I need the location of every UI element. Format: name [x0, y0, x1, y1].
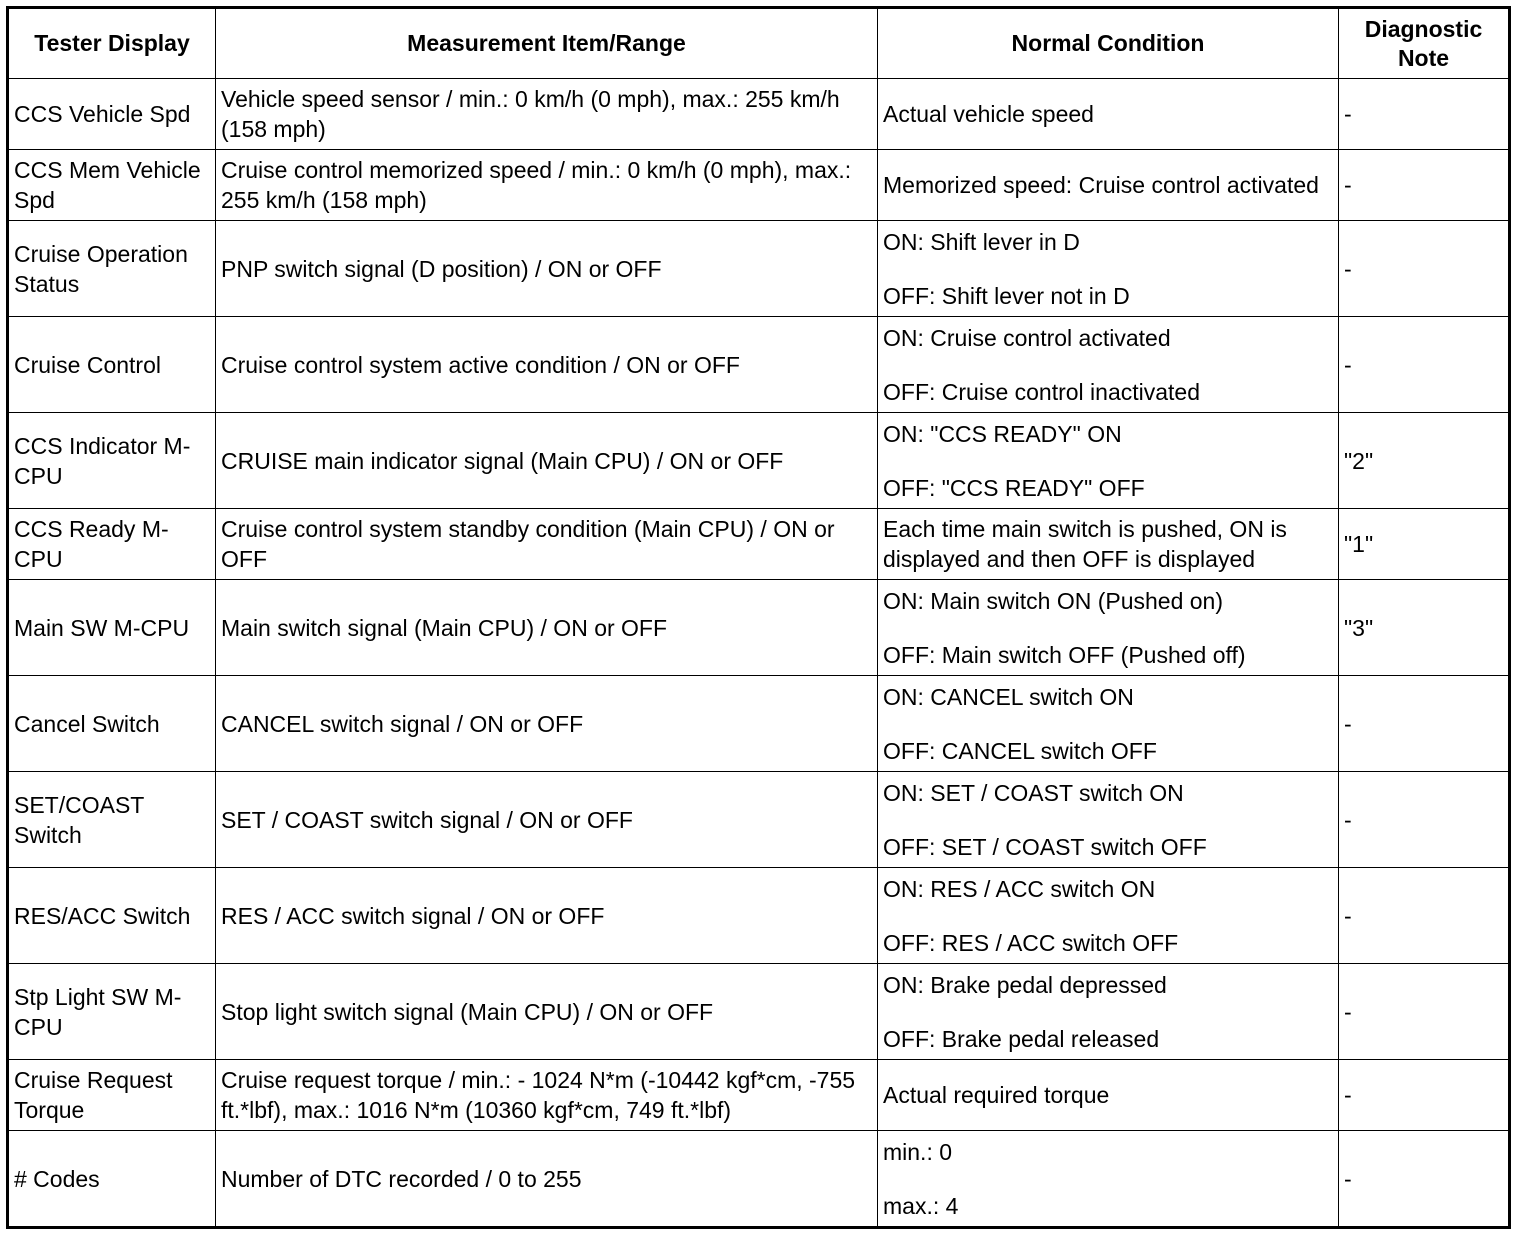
cell-normal-condition [878, 1131, 1339, 1228]
cell-tester-display: CCS Indicator M-CPU [8, 413, 216, 509]
line-gap [883, 257, 1333, 281]
cell-tester-display: Cruise Operation Status [8, 221, 216, 317]
cell-tester-display: Cancel Switch [8, 676, 216, 772]
cell-measurement: Cruise control memorized speed / min.: 0 km/h (0 mph), max.: 255 km/h (158 mph) [216, 150, 878, 221]
line-gap [883, 712, 1333, 736]
normal-condition-line: Memorized speed: Cruise control activated [883, 172, 1319, 198]
cell-diagnostic-note: - [1339, 221, 1510, 317]
table-row [8, 772, 1510, 868]
line-gap [883, 904, 1333, 928]
normal-condition-line: OFF: SET / COAST switch OFF [883, 833, 1207, 860]
cell-normal-condition [878, 964, 1339, 1060]
header-row [8, 8, 1510, 79]
cell-diagnostic-note: - [1339, 150, 1510, 221]
line-gap [883, 808, 1333, 832]
cell-measurement: Stop light switch signal (Main CPU) / ON or OFF [216, 964, 878, 1060]
table-row [8, 317, 1510, 413]
cell-normal-condition [878, 676, 1339, 772]
normal-condition-line: OFF: "CCS READY" OFF [883, 474, 1145, 501]
table-row [8, 868, 1510, 964]
normal-condition-line: ON: CANCEL switch ON [883, 683, 1134, 710]
cell-tester-display: Cruise Request Torque [8, 1060, 216, 1131]
normal-condition-line: ON: "CCS READY" ON [883, 420, 1122, 447]
normal-condition-line: ON: Main switch ON (Pushed on) [883, 587, 1224, 614]
normal-condition-line: OFF: CANCEL switch OFF [883, 737, 1157, 764]
cell-measurement: Vehicle speed sensor / min.: 0 km/h (0 mph), max.: 255 km/h (158 mph) [216, 79, 878, 150]
cell-diagnostic-note: - [1339, 1131, 1510, 1228]
table-row [8, 1060, 1510, 1131]
cell-tester-display: Main SW M-CPU [8, 580, 216, 676]
cell-diagnostic-note: - [1339, 868, 1510, 964]
table-row [8, 413, 1510, 509]
cell-measurement: CANCEL switch signal / ON or OFF [216, 676, 878, 772]
table-body [8, 79, 1510, 1228]
cell-measurement: RES / ACC switch signal / ON or OFF [216, 868, 878, 964]
cell-normal-condition [878, 150, 1339, 221]
cell-normal-condition [878, 79, 1339, 150]
cell-measurement: Main switch signal (Main CPU) / ON or OFF [216, 580, 878, 676]
header-measurement: Measurement Item/Range [216, 8, 878, 79]
normal-condition-line: ON: SET / COAST switch ON [883, 779, 1184, 806]
cell-normal-condition [878, 1060, 1339, 1131]
header-normal-condition: Normal Condition [878, 8, 1339, 79]
cell-tester-display: # Codes [8, 1131, 216, 1228]
cell-normal-condition [878, 413, 1339, 509]
cell-normal-condition [878, 772, 1339, 868]
normal-condition-line: OFF: Cruise control inactivated [883, 378, 1201, 405]
cell-measurement: Number of DTC recorded / 0 to 255 [216, 1131, 878, 1228]
line-gap [883, 616, 1333, 640]
cell-measurement: Cruise control system standby condition (Main CPU) / ON or OFF [216, 509, 878, 580]
normal-condition-line: ON: RES / ACC switch ON [883, 875, 1156, 902]
normal-condition-line: max.: 4 [883, 1192, 959, 1219]
cell-diagnostic-note: "3" [1339, 580, 1510, 676]
line-gap [883, 353, 1333, 377]
table-row [8, 509, 1510, 580]
cell-normal-condition [878, 317, 1339, 413]
normal-condition-line: ON: Shift lever in D [883, 228, 1080, 255]
table-row [8, 221, 1510, 317]
table-row [8, 580, 1510, 676]
normal-condition-line: OFF: RES / ACC switch OFF [883, 929, 1179, 956]
cell-diagnostic-note: - [1339, 317, 1510, 413]
table-row [8, 79, 1510, 150]
line-gap [883, 449, 1333, 473]
cell-tester-display: SET/COAST Switch [8, 772, 216, 868]
cell-measurement: CRUISE main indicator signal (Main CPU) / ON or OFF [216, 413, 878, 509]
cell-normal-condition [878, 509, 1339, 580]
cell-measurement: Cruise request torque / min.: - 1024 N*m (-10442 kgf*cm, -755 ft.*lbf), max.: 1016 N*m (10360 kgf*cm, 749 ft.*lbf) [216, 1060, 878, 1131]
table-row [8, 150, 1510, 221]
normal-condition-line: OFF: Brake pedal released [883, 1025, 1160, 1052]
normal-condition-line: ON: Cruise control activated [883, 324, 1171, 351]
cell-diagnostic-note: "2" [1339, 413, 1510, 509]
table-row [8, 676, 1510, 772]
cell-measurement: SET / COAST switch signal / ON or OFF [216, 772, 878, 868]
table-row [8, 964, 1510, 1060]
cell-tester-display: Stp Light SW M-CPU [8, 964, 216, 1060]
cell-diagnostic-note: - [1339, 964, 1510, 1060]
cell-diagnostic-note: "1" [1339, 509, 1510, 580]
cell-diagnostic-note: - [1339, 79, 1510, 150]
normal-condition-line: ON: Brake pedal depressed [883, 971, 1167, 998]
data-list-table [6, 6, 1511, 1229]
cell-diagnostic-note: - [1339, 1060, 1510, 1131]
cell-normal-condition [878, 580, 1339, 676]
cell-tester-display: Cruise Control [8, 317, 216, 413]
normal-condition-line: Each time main switch is pushed, ON is displayed and then OFF is displayed [883, 516, 1287, 572]
normal-condition-line: Actual required torque [883, 1082, 1110, 1108]
cell-tester-display: RES/ACC Switch [8, 868, 216, 964]
cell-normal-condition [878, 868, 1339, 964]
header-tester-display: Tester Display [8, 8, 216, 79]
cell-measurement: Cruise control system active condition / ON or OFF [216, 317, 878, 413]
cell-tester-display: CCS Ready M-CPU [8, 509, 216, 580]
table-row [8, 1131, 1510, 1228]
cell-tester-display: CCS Vehicle Spd [8, 79, 216, 150]
line-gap [883, 1000, 1333, 1024]
normal-condition-line: Actual vehicle speed [883, 101, 1094, 127]
cell-measurement: PNP switch signal (D position) / ON or OFF [216, 221, 878, 317]
cell-tester-display: CCS Mem Vehicle Spd [8, 150, 216, 221]
line-gap [883, 1167, 1333, 1191]
cell-normal-condition [878, 221, 1339, 317]
normal-condition-line: OFF: Main switch OFF (Pushed off) [883, 641, 1246, 668]
cell-diagnostic-note: - [1339, 772, 1510, 868]
normal-condition-line: OFF: Shift lever not in D [883, 282, 1130, 309]
header-diagnostic-note: Diagnostic Note [1339, 8, 1510, 79]
normal-condition-line: min.: 0 [883, 1138, 953, 1165]
cell-diagnostic-note: - [1339, 676, 1510, 772]
